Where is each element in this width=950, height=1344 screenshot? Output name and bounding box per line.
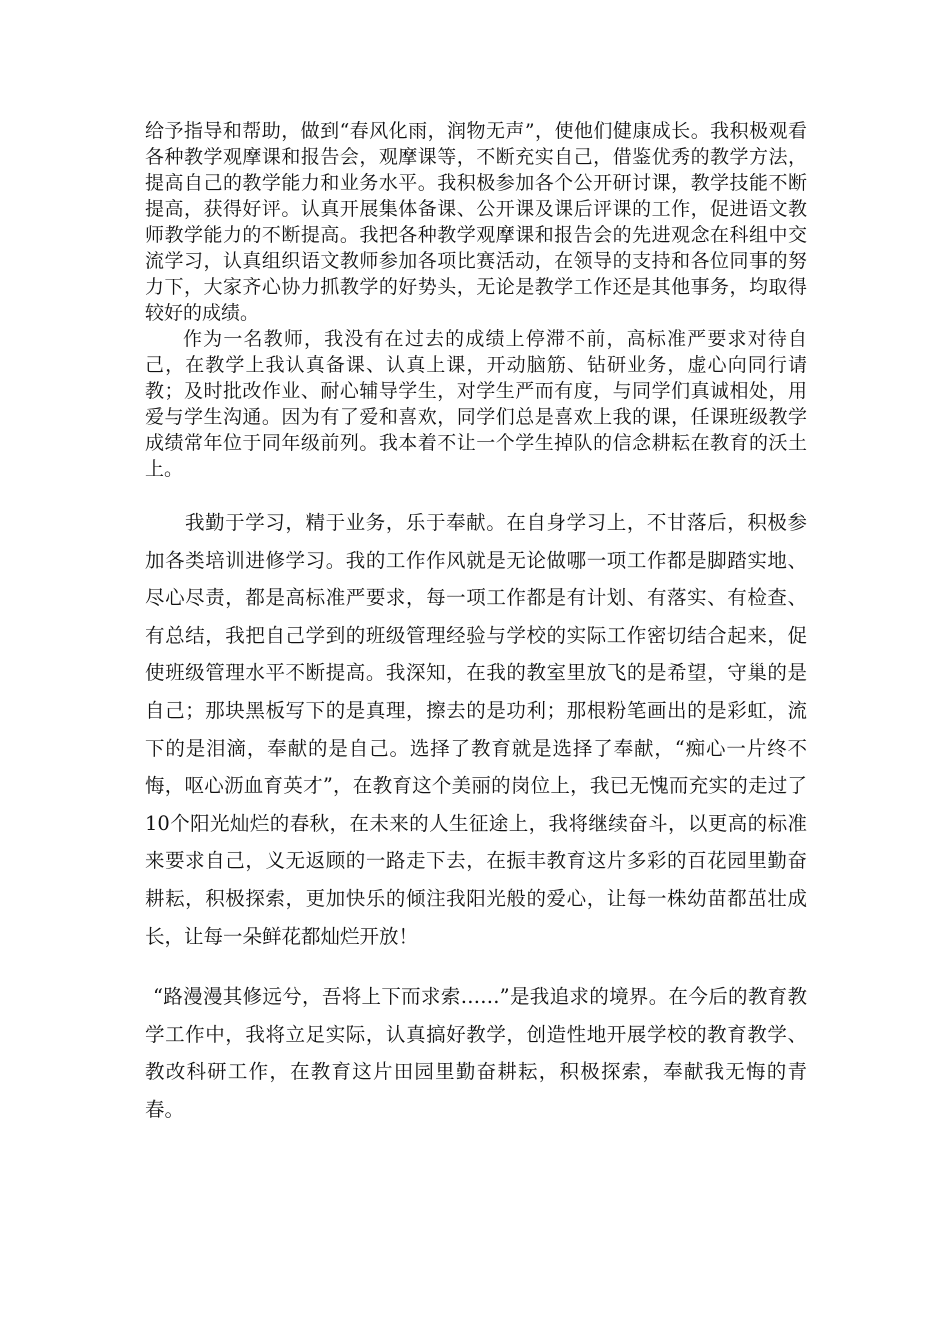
- paragraph-4: “路漫漫其修远兮，吾将上下而求索……”是我追求的境界。在今后的教育教学工作中，我将立足实际，认真搞好教学，创造性地开展学校的教育教学、教改科研工作，在教育这片田园里勤奋耕耘，积极探索，奉献我无悔的青春。: [145, 985, 807, 1121]
- paragraph-3: 我勤于学习，精于业务，乐于奉献。在自身学习上，不甘落后，积极参加各类培训进修学习。我的工作作风就是无论做哪一项工作都是脚踏实地、尽心尽责，都是高标准严要求，每一项工作都是有计划、有落实、有检查、有总结，我把自己学到的班级管理经验与学校的实际工作密切结合起来，促使班级管理水平不断提高。我深知，在我的教室里放飞的是希望，守巢的是自己；那块黑板写下的是真理，擦去的是功利；那根粉笔画出的是彩虹，流下的是泪滴，奉献的是自己。选择了教育就是选择了奉献，“痴心一片终不悔，呕心沥血育英才”，在教育这个美丽的岗位上，我已无愧而充实的走过了10个阳光灿烂的春秋，在未来的人生征途上，我将继续奋斗，以更高的标准来要求自己，义无返顾的一路走下去，在振丰教育这片多彩的百花园里勤奋耕耘，积极探索，更加快乐的倾注我阳光般的爱心，让每一株幼苗都茁壮成长，让每一朵鲜花都灿烂开放！: [145, 511, 807, 948]
- paragraph-2: 作为一名教师，我没有在过去的成绩上停滞不前，高标准严要求对待自己，在教学上我认真备课、认真上课，开动脑筋、钻研业务，虚心向同行请教；及时批改作业、耐心辅导学生，对学生严而有度，与同学们真诚相处，用爱与学生沟通。因为有了爱和喜欢，同学们总是喜欢上我的课，任课班级教学成绩常年位于同年级前列。我本着不让一个学生掉队的信念耕耘在教育的沃土上。: [145, 328, 807, 480]
- document-body: [145, 118, 807, 1129]
- paragraph-1: 给予指导和帮助，做到“春风化雨，润物无声”，使他们健康成长。我积极观看各种教学观摩课和报告会，观摩课等，不断充实自己，借鉴优秀的教学方法，提高自己的教学能力和业务水平。我积极参加各个公开研讨课，教学技能不断提高，获得好评。认真开展集体备课、公开课及课后评课的工作，促进语文教师教学能力的不断提高。我把各种教学观摩课和报告会的先进观念在科组中交流学习，认真组织语文教师参加各项比赛活动，在领导的支持和各位同事的努力下，大家齐心协力抓教学的好势头，无论是教学工作还是其他事务，均取得较好的成绩。: [145, 120, 807, 324]
